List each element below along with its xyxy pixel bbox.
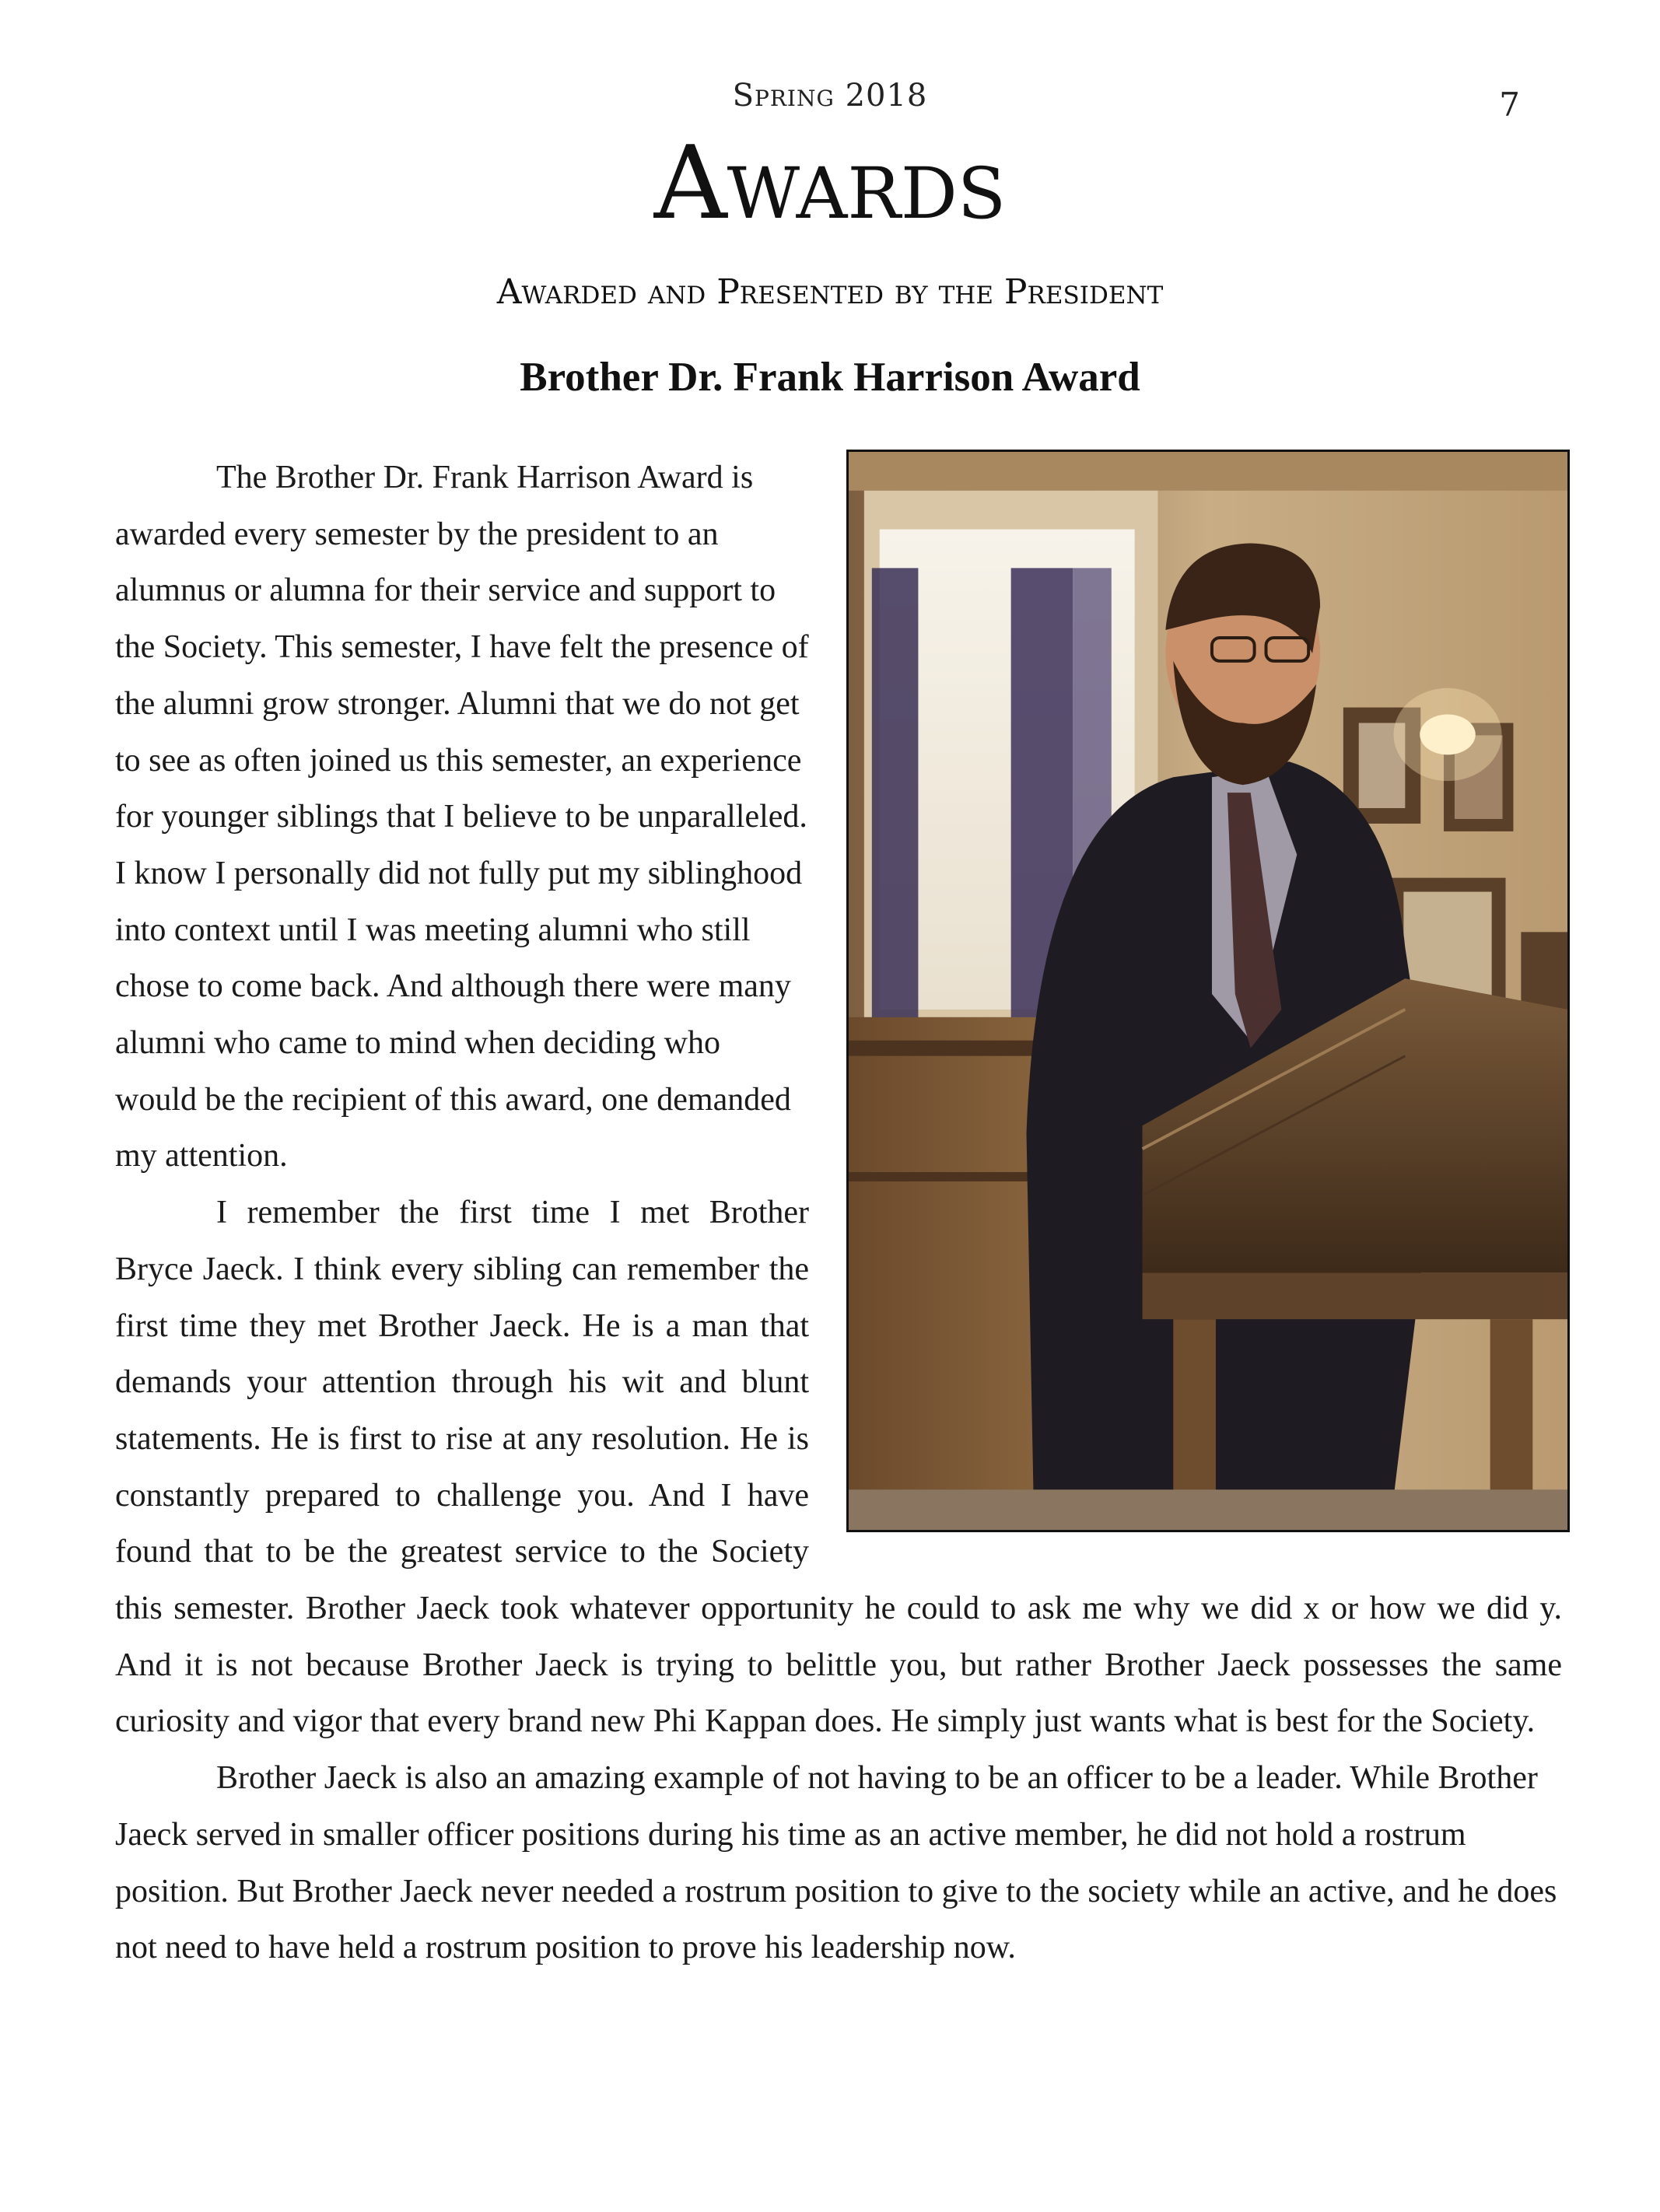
paragraph-1: The Brother Dr. Frank Harrison Award is awarded every semester by the president to an alumnus or alumna for their service and support to the Society. This semester, I have felt the presence of the alumni grow stronger. Alumni that we do not get to see as often joined us this semester, an experience for younger siblings that I believe to be unparalleled. I know I personally did not fully put my siblinghood into context until I was meeting alumni who still chose to come back. And although there were many alumni who came to mind when deciding who would be the recipient of this award, one demanded my attention. <box>115 460 809 1174</box>
running-head: Spring 2018 <box>732 78 928 114</box>
section-subtitle: Awarded and Presented by the President <box>496 272 1164 312</box>
page-number: 7 <box>1499 86 1520 124</box>
paragraph-2: I remember the first time I met Brother Bryce Jaeck. I think every sibling can remember the first time they met Brother Jaeck. He is a man that demands your attention through his wit and blunt statements. He is first to rise at any resolution. He is constantly prepared to challenge you. And I have found that to be the greatest service to the Society this semester. Brother Jaeck took whatever opportunity he could to ask me why we did x or how we did y. And it is not because Brother Jaeck is trying to belittle you, but rather Brother Jaeck possesses the same curiosity and vigor that every brand new Phi Kappan does. He simply just wants what is best for the Society. <box>115 1195 1562 1740</box>
section-title: Awards <box>653 124 1007 242</box>
speaker-photo-illustration <box>849 452 1567 1530</box>
paragraph-3: Brother Jaeck is also an amazing example of not having to be an officer to be a leader. While Brother Jaeck served in smaller officer positions during his time as an active member, he did not hold a rostrum position. But Brother Jaeck never needed a rostrum position to give to the society while an active, and he does not need to have held a rostrum position to prove his leadership now. <box>115 1760 1557 1966</box>
award-title: Brother Dr. Frank Harrison Award <box>520 355 1140 400</box>
speaker-photo <box>846 450 1570 1532</box>
article-body <box>115 450 1562 1976</box>
